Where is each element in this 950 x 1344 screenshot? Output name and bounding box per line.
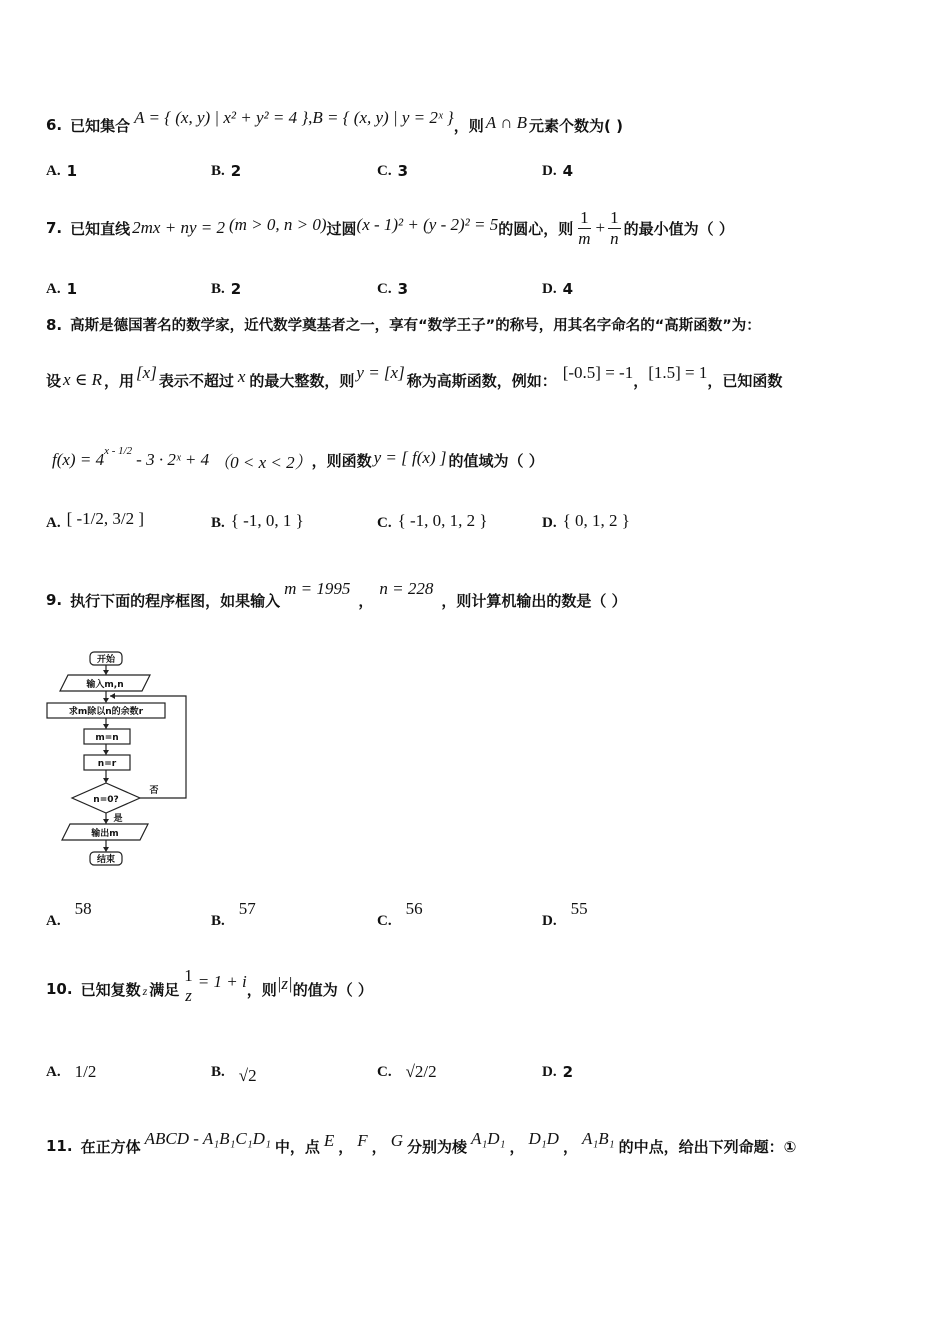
option-value: 4 — [562, 162, 574, 180]
q11-number: 11. — [46, 1137, 73, 1155]
q6-text1: 已知集合 — [70, 116, 131, 135]
option-label: C. — [377, 912, 392, 929]
q9-option-c[interactable] — [377, 898, 423, 932]
flow-no-label: 否 — [149, 786, 159, 796]
option-label: C. — [377, 514, 392, 531]
frac-numerator: 1 — [610, 207, 619, 227]
q11-stem — [46, 1126, 796, 1166]
q7-option-b[interactable] — [211, 280, 241, 298]
q7-cond: (m > 0, n > 0) — [228, 215, 327, 234]
q10-option-d[interactable] — [542, 1044, 573, 1100]
q11-text4: 的中点，给出下列命题：① — [618, 1137, 797, 1156]
q10-text2: 满足 — [149, 980, 180, 999]
q6-option-c[interactable] — [377, 162, 408, 180]
q6-option-b[interactable] — [211, 162, 241, 180]
q11-edge-3: A₁B₁ — [581, 1129, 615, 1148]
option-label: B. — [211, 162, 225, 179]
q10-option-c[interactable] — [377, 1044, 437, 1100]
q8-domain: （0 < x < 2） — [213, 452, 312, 472]
q8-intro: 高斯是德国著名的数学家，近代数学奠基者之一，享有“数学王子”的称号，用其名字命名的“高斯函数”为： — [70, 318, 761, 334]
option-value: √2 — [238, 1066, 257, 1085]
q10-number: 10. — [46, 980, 73, 998]
q7-option-d[interactable] — [542, 280, 573, 298]
q8-x-in-r: x ∈ R — [63, 370, 103, 389]
option-label: D. — [542, 1063, 557, 1080]
flow-input-text: 输入m,n — [86, 680, 124, 690]
q6-number: 6. — [46, 116, 63, 134]
option-value: 56 — [405, 899, 423, 918]
q8-number: 8. — [46, 315, 63, 334]
q7-text3: 的圆心，则 — [498, 219, 574, 238]
option-label: B. — [211, 1063, 225, 1080]
frac-numerator: 1 — [580, 207, 589, 227]
option-label: A. — [46, 514, 61, 531]
option-value: 3 — [397, 280, 409, 298]
q8-option-c[interactable] — [377, 500, 488, 546]
option-label: B. — [211, 514, 225, 531]
frac-denominator: z — [185, 986, 192, 1005]
q8-option-a[interactable] — [46, 500, 144, 546]
option-value: { 0, 1, 2 } — [562, 511, 630, 530]
q8-exponent: x - 1/2 — [104, 445, 133, 457]
q10-abs-z: |z| — [276, 974, 293, 993]
q8-fx-rest: - 3 · 2ˣ + 4 — [136, 450, 210, 469]
q8-x: x — [237, 367, 246, 386]
q8-text-e: 称为高斯函数，例如： — [406, 371, 557, 390]
option-label: C. — [377, 1063, 392, 1080]
q7-line-eq: 2mx + ny = 2 — [132, 218, 225, 237]
q8-line2 — [46, 362, 782, 398]
flow-output-text: 输出m — [91, 829, 119, 839]
q10-z: z — [142, 983, 148, 998]
q7-stem — [46, 196, 734, 260]
q6-expr: A ∩ B — [485, 113, 527, 132]
q11-text2: 中，点 — [274, 1137, 320, 1156]
option-value: 1 — [66, 162, 78, 180]
option-label: A. — [46, 912, 61, 929]
q9-number: 9. — [46, 591, 63, 609]
flow-assign-n-text: n=r — [97, 759, 117, 769]
option-label: D. — [542, 280, 557, 297]
flow-assign-m-text: m=n — [95, 733, 119, 743]
q8-text-a: 设 — [46, 371, 62, 390]
q7-number: 7. — [46, 219, 63, 237]
option-label: C. — [377, 280, 392, 297]
q8-text-d: 的最大整数，则 — [249, 371, 355, 390]
q6-set-b: B = { (x, y) | y = 2ˣ } — [312, 108, 454, 127]
q7-frac-1n — [608, 208, 621, 249]
option-value: 4 — [562, 280, 574, 298]
option-value: 1/2 — [74, 1062, 97, 1081]
q8-line3 — [46, 442, 544, 478]
q7-plus: + — [595, 218, 606, 237]
q7-text4: 的最小值为（ ） — [623, 219, 734, 238]
option-value: 3 — [397, 162, 409, 180]
q9-text1: 执行下面的程序框图，如果输入 — [70, 591, 281, 610]
option-value: 2 — [562, 1063, 574, 1081]
option-value: 58 — [74, 899, 92, 918]
option-value: 57 — [238, 899, 256, 918]
q10-text4: 的值为（ ） — [292, 980, 373, 999]
q11-comma: ， — [338, 1137, 354, 1156]
option-value: 1 — [66, 280, 78, 298]
q8-text-g: ，则函数 — [311, 451, 372, 470]
option-value: { -1, 0, 1 } — [230, 511, 304, 530]
q8-option-d[interactable] — [542, 500, 630, 546]
q8-line1 — [46, 314, 761, 335]
q11-text1: 在正方体 — [80, 1137, 141, 1156]
q7-option-c[interactable] — [377, 280, 408, 298]
option-value: √2/2 — [405, 1062, 437, 1081]
q11-comma: ， — [371, 1137, 387, 1156]
option-value: 2 — [230, 280, 242, 298]
q10-option-a[interactable] — [46, 1044, 96, 1100]
q10-text1: 已知复数 — [80, 980, 141, 999]
flow-cond-text: n=0? — [93, 795, 119, 805]
flow-end-text: 结束 — [96, 855, 116, 865]
q10-text3: ，则 — [246, 980, 277, 999]
q8-y-gauss-fx: y = [ f(x) ] — [373, 448, 447, 467]
q6-sep: , — [308, 108, 313, 127]
q6-option-a[interactable] — [46, 162, 77, 180]
q8-y-eq-bx: y = [x] — [356, 363, 405, 382]
q6-stem — [46, 108, 623, 142]
q11-comma: ， — [509, 1137, 525, 1156]
q11-point-g: G — [390, 1131, 403, 1150]
option-label: D. — [542, 162, 557, 179]
q11-point-f: F — [357, 1131, 368, 1150]
q8-text-b: ，用 — [104, 371, 135, 390]
q8-bracket-x: [x] — [136, 363, 157, 382]
q7-text1: 已知直线 — [70, 219, 131, 238]
q6-option-d[interactable] — [542, 162, 573, 180]
q8-text-f: ，已知函数 — [707, 371, 783, 390]
frac-numerator: 1 — [184, 966, 193, 985]
q6-text2: ，则 — [453, 116, 484, 135]
q9-option-d[interactable] — [542, 898, 588, 932]
option-value: { -1, 0, 1, 2 } — [397, 511, 488, 530]
q10-option-b[interactable] — [211, 1044, 257, 1100]
q9-option-a[interactable] — [46, 898, 92, 932]
q6-text3: 元素个数为( ) — [529, 116, 623, 135]
q11-comma: ， — [562, 1137, 578, 1156]
q9-stem — [46, 579, 627, 618]
q9-text2: ，则计算机输出的数是（ ） — [441, 591, 627, 610]
flow-yes-label: 是 — [113, 814, 123, 824]
q7-frac-1m — [576, 208, 592, 249]
q11-text3: 分别为棱 — [406, 1137, 467, 1156]
q9-comma: ， — [358, 591, 374, 610]
q11-cube: ABCD - A₁B₁C₁D₁ — [144, 1129, 271, 1148]
q7-text2: 过圆 — [326, 219, 357, 238]
option-label: A. — [46, 280, 61, 297]
q10-frac-1z — [182, 966, 195, 1006]
frac-denominator: m — [578, 228, 591, 248]
option-value: 55 — [570, 899, 588, 918]
q8-comma: ， — [633, 371, 649, 390]
q11-edge-2: D₁D — [528, 1129, 559, 1148]
option-value: 2 — [230, 162, 242, 180]
q9-m-value: m = 1995 — [284, 579, 351, 598]
q9-flowchart — [40, 648, 200, 873]
q8-text-c: 表示不超过 — [158, 371, 234, 390]
q8-option-b[interactable] — [211, 500, 304, 546]
q6-set-a: A = { (x, y) | x² + y² = 4 } — [134, 108, 309, 127]
option-label: D. — [542, 514, 557, 531]
option-label: A. — [46, 1063, 61, 1080]
q8-example-1: [-0.5] = -1 — [562, 363, 634, 382]
option-value: [ -1/2, 3/2 ] — [66, 509, 145, 528]
flow-start-text: 开始 — [96, 655, 116, 665]
q9-option-b[interactable] — [211, 898, 256, 932]
q9-n-value: n = 228 — [379, 579, 434, 598]
q10-eq: = 1 + i — [197, 972, 247, 991]
q7-option-a[interactable] — [46, 280, 77, 298]
q8-text-h: 的值域为（ ） — [448, 451, 544, 470]
option-label: B. — [211, 280, 225, 297]
option-label: C. — [377, 162, 392, 179]
q11-edge-1: A₁D₁ — [470, 1129, 506, 1148]
q7-circle-eq: (x - 1)² + (y - 2)² = 5 — [356, 215, 499, 234]
option-label: B. — [211, 912, 225, 929]
q8-fx: f(x) = 4 — [52, 450, 105, 469]
q11-point-e: E — [323, 1131, 335, 1150]
q8-example-2: [1.5] = 1 — [648, 363, 708, 382]
option-label: D. — [542, 912, 557, 929]
frac-denominator: n — [610, 228, 619, 248]
q10-stem — [46, 958, 373, 1020]
option-label: A. — [46, 162, 61, 179]
flow-remainder-text: 求m除以n的余数r — [68, 707, 144, 717]
